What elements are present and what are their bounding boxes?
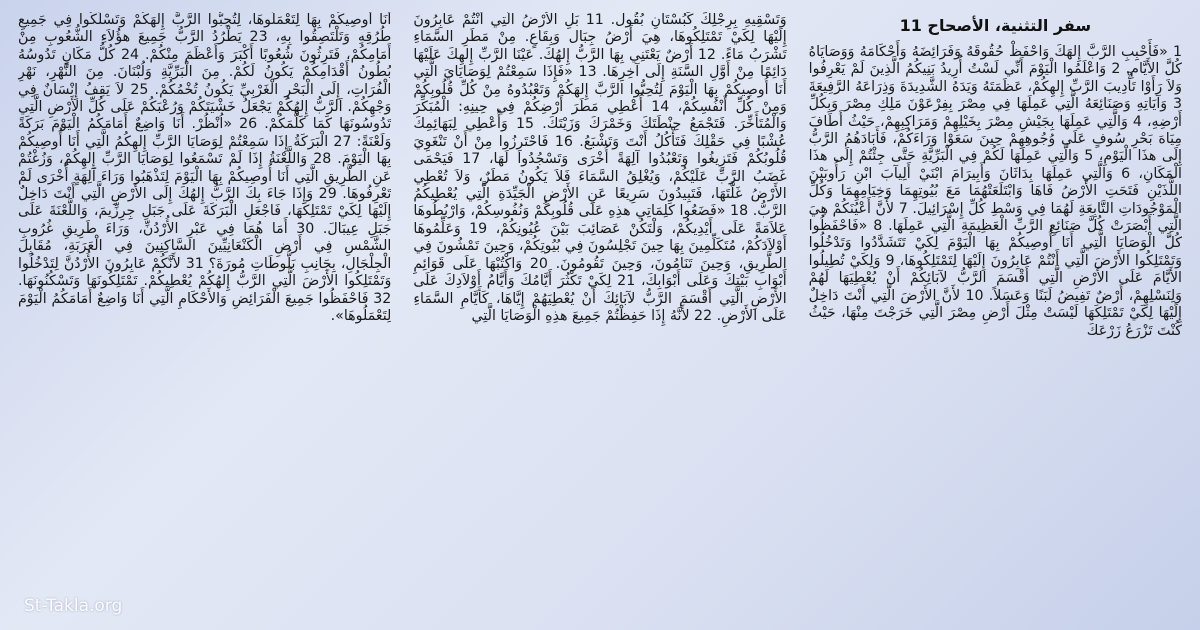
text-column-1 bbox=[809, 12, 1182, 612]
chapter-text-part-3: أَنَا أُوصِيكُمْ بِهَا لِتَعْمَلُوهَا، لِتُحِبُّوا الرَّبَّ إِلهَكُمْ وَتَسْلُكُوا فِي جَمِيعِ طُرُقِهِ وَتَلْتَصِقُوا بِهِ، 23 يَطْرُدُ الرَّبُّ جَمِيعَ هؤُلاَءِ الشُّعُوبِ مِنْ أَمَامِكُمْ، فَتَرِثُونَ شُعُوبًا أَكْبَرَ وَأَعْظَمَ مِنْكُمْ. 24 كُلُّ مَكَانٍ تَدُوسُهُ بُطُونُ أَقْدَامِكُمْ يَكُونُ لَكُمْ. مِنَ الْبَرِّيَّةِ وَلُبْنَانَ. مِنَ النَّهْرِ، نَهْرِ الْفُرَاتِ، إِلَى الْبَحْرِ الْغَرْبِيِّ يَكُونُ تُخْمُكُمْ. 25 لاَ يَقِفُ إِنْسَانٌ فِي وَجْهِكُمْ. اَلرَّبُّ إِلهُكُمْ يَجْعَلُ خَشْيَتَكُمْ وَرُعْبَكُمْ عَلَى كُلِّ الأَرْضِ الَّتِي تَدُوسُونَهَا كَمَا كَلَّمَكُمْ. 26 «اُنْظُرْ. أَنَا وَاضِعٌ أَمَامَكُمُ الْيَوْمَ بَرَكَةً وَلَعْنَةً: 27 الْبَرَكَةُ إِذَا سَمِعْتُمْ لِوَصَايَا الرَّبِّ إِلهِكُمُ الَّتِي أَنَا أُوصِيكُمْ بِهَا الْيَوْمَ. 28 وَاللَّعْنَةُ إِذَا لَمْ تَسْمَعُوا لِوَصَايَا الرَّبِّ إِلهِكُمْ، وَزُغْتُمْ عَنِ الطَّرِيقِ الَّتِي أَنَا أُوصِيكُمْ بِهَا الْيَوْمَ لِتَذْهَبُوا وَرَاءَ آلِهَةٍ أُخْرَى لَمْ تَعْرِفُوهَا. 29 وَإِذَا جَاءَ بِكَ الرَّبُّ إِلهُكَ إِلَى الأَرْضِ الَّتِي أَنْتَ دَاخِلٌ إِلَيْهَا لِكَيْ تَمْتَلِكَهَا، فَاجْعَلِ الْبَرَكَةَ عَلَى جَبَلِ جِرِزِّيمَ، وَاللَّعْنَةَ عَلَى جَبَلِ عِيبَالَ. 30 أَمَا هُمَا فِي عَبْرِ الأُرْدُنِّ، وَرَاءَ طَرِيقِ غُرُوبِ الشَّمْسِ فِي أَرْضِ الْكَنْعَانِيِّينَ السَّاكِنِينَ فِي الْعَرَبَةِ، مُقَابِلَ الْجِلْجَالِ، بِجَانِبِ بَلُّوطَاتِ مُورَةَ؟ 31 لأَنَّكُمْ عَابِرُونَ الأُرْدُنَّ لِتَدْخُلُوا وَتَمْتَلِكُوا الأَرْضَ الَّتِي الرَّبُّ إِلهُكُمْ يُعْطِيكُمْ. تَمْتَلِكُونَهَا وَتَسْكُنُونَهَا. 32 فَاحْفَظُوا جَمِيعَ الْفَرَائِضِ وَالأَحْكَامِ الَّتِي أَنَا وَاضِعٌ أَمَامَكُمُ الْيَوْمَ لِتَعْمَلُوهَا». bbox=[18, 12, 392, 324]
site-watermark: St-Takla.org bbox=[24, 596, 123, 616]
text-column-3 bbox=[18, 12, 391, 612]
chapter-text-part-2: وَتَسْقِيهِ بِرِجْلِكَ كَبُسْتَانِ بُقُول. 11 بَلِ الأَرْضُ الَّتِي أَنْتُمْ عَابِرُونَ إِلَيْهَا لِكَيْ تَمْتَلِكُوهَا، هِيَ أَرْضُ جِبَال وَبِقَاعٍ. مِنْ مَطَرِ السَّمَاءِ تَشْرَبُ مَاءً. 12 أَرْضٌ يَعْتَنِي بِهَا الرَّبُّ إِلهُكَ. عَيْنَا الرَّبِّ إِلهِكَ عَلَيْهَا دَائِمًا مِنْ أَوَّلِ السَّنَةِ إِلَى آخِرِهَا. 13 «فَإِذَا سَمِعْتُمْ لِوَصَايَايَ الَّتِي أَنَا أُوصِيكُمْ بِهَا الْيَوْمَ لِتُحِبُّوا الرَّبَّ إِلهَكُمْ وَتَعْبُدُوهُ مِنْ كُلِّ قُلُوبِكُمْ وَمِنْ كُلِّ أَنْفُسِكُمْ، 14 أُعْطِي مَطَرَ أَرْضِكُمْ فِي حِينِهِ: الْمُبَكِّرَ وَالْمُتَأَخِّرَ. فَتَجْمَعُ حِنْطَتَكَ وَخَمْرَكَ وَزَيْتَكَ. 15 وَأُعْطِي لِبَهَائِمِكَ عُشْبًا فِي حَقْلِكَ فَتَأْكُلُ أَنْتَ وَتَشْبَعُ. 16 فَاحْتَرِزُوا مِنْ أَنْ تَنْغَوِيَ قُلُوبُكُمْ فَتَزِيغُوا وَتَعْبُدُوا آلِهَةً أُخْرَى وَتَسْجُدُوا لَهَا، 17 فَيَحْمَى غَضَبُ الرَّبِّ عَلَيْكُمْ، وَيُغْلِقُ السَّمَاءَ فَلاَ يَكُونُ مَطَرٌ، وَلاَ تُعْطِي الأَرْضُ غَلَّتَهَا، فَتَبِيدُونَ سَرِيعًا عَنِ الأَرْضِ الْجَيِّدَةِ الَّتِي يُعْطِيكُمُ الرَّبُّ. 18 «فَضَعُوا كَلِمَاتِي هذِهِ عَلَى قُلُوبِكُمْ وَنُفُوسِكُمْ، وَارْبُطُوهَا عَلاَمَةً عَلَى أَيْدِيكُمْ، وَلْتَكُنْ عَصَائِبَ بَيْنَ عُيُونِكُمْ، 19 وَعَلِّمُوهَا أَوْلاَدَكُمْ، مُتَكَلِّمِينَ بِهَا حِينَ تَجْلِسُونَ فِي بُيُوتِكُمْ، وَحِينَ تَمْشُونَ فِي الطَّرِيقِ، وَحِينَ تَنَامُونَ، وَحِينَ تَقُومُونَ. 20 وَاكْتُبْهَا عَلَى قَوَائِمِ أَبْوَابِ بَيْتِكَ وَعَلَى أَبْوَابِكَ، 21 لِكَيْ تَكْثُرَ أَيَّامُكَ وَأَيَّامُ أَوْلاَدِكَ عَلَى الأَرْضِ الَّتِي أَقْسَمَ الرَّبُّ لآبَائِكَ أَنْ يُعْطِيَهُمْ إِيَّاهَا، كَأَيَّامِ السَّمَاءِ عَلَى الأَرْضِ. 22 لأَنَّهُ إِذَا حَفِظْتُمْ جَمِيعَ هذِهِ الْوَصَايَا الَّتِي bbox=[413, 12, 787, 324]
text-column-2 bbox=[413, 12, 786, 612]
chapter-text-part-1: 1 «فَأَحْبِبِ الرَّبَّ إِلهَكَ وَاحْفَظْ حُقُوقَهُ وَفَرَائِضَهُ وَأَحْكَامَهُ وَوَصَايَاهُ كُلَّ الأَيَّامِ. 2 وَاعْلَمُوا الْيَوْمَ أَنِّي لَسْتُ أُرِيدُ بَنِيكُمُ الَّذِينَ لَمْ يَعْرِفُوا وَلاَ رَأَوْا تَأْدِيبَ الرَّبِّ إِلهِكُمْ، عَظَمَتَهُ وَيَدَهُ الشَّدِيدَةَ وَذِرَاعَهُ الرَّفِيعَةَ 3 وَآيَاتِهِ وَصَنَائِعَهُ الَّتِي عَمِلَهَا فِي مِصْرَ بِفِرْعَوْنَ مَلِكِ مِصْرَ وَبِكُلِّ أَرْضِهِ، 4 وَالَّتِي عَمِلَهَا بِجَيْشِ مِصْرَ بِخَيْلِهِمْ وَمَرَاكِبِهِمْ، حَيْثُ أَطَافَ مِيَاهَ بَحْرِ سُوفٍ عَلَى وُجُوهِهِمْ حِينَ سَعَوْا وَرَاءَكُمْ، فَأَبَادَهُمُ الرَّبُّ إِلَى هذَا الْيَوْمِ، 5 وَالَّتِي عَمِلَهَا لَكُمْ فِي الْبَرِّيَّةِ حَتَّى جِئْتُمْ إِلَى هذَا الْمَكَانِ، 6 وَالَّتِي عَمِلَهَا بِدَاثَانَ وَأَبِيرَامَ ابْنَيْ أَلِيآبَ ابْنِ رَأُوبَيْنَ اللَّذَيْنِ فَتَحَتِ الأَرْضُ فَاهَا وَابْتَلَعَتْهُمَا مَعَ بُيُوتِهِمَا وَخِيَامِهِمَا وَكُلِّ الْمَوْجُودَاتِ التَّابِعَةِ لَهُمَا فِي وَسْطِ كُلِّ إِسْرَائِيلَ. 7 لأَنَّ أَعْيُنَكُمْ هِيَ الَّتِي أَبْصَرَتْ كُلَّ صَنَائِعِ الرَّبِّ الْعَظِيمَةِ الَّتِي عَمِلَهَا. 8 «فَاحْفَظُوا كُلَّ الْوَصَايَا الَّتِي أَنَا أُوصِيكُمْ بِهَا الْيَوْمَ لِكَيْ تَتَشَدَّدُوا وَتَدْخُلُوا وَتَمْتَلِكُوا الأَرْضَ الَّتِي أَنْتُمْ عَابِرُونَ إِلَيْهَا لِتَمْتَلِكُوهَا، 9 وَلِكَيْ تُطِيلُوا الأَيَّامَ عَلَى الأَرْضِ الَّتِي أَقْسَمَ الرَّبُّ لآبَائِكُمْ أَنْ يُعْطِيَهَا لَهُمْ وَلِنَسْلِهِمْ، أَرْضٌ تَفِيضُ لَبَنًا وَعَسَلاً. 10 لأَنَّ الأَرْضَ الَّتِي أَنْتَ دَاخِلٌ إِلَيْهَا لِكَيْ تَمْتَلِكَهَا لَيْسَتْ مِثْلَ أَرْضِ مِصْرَ الَّتِي خَرَجْتَ مِنْهَا، حَيْثُ كُنْتَ تَزْرَعُ زَرْعَكَ bbox=[808, 44, 1182, 339]
chapter-title: سفر التثنية، الأصحاح 11 bbox=[899, 16, 1092, 35]
